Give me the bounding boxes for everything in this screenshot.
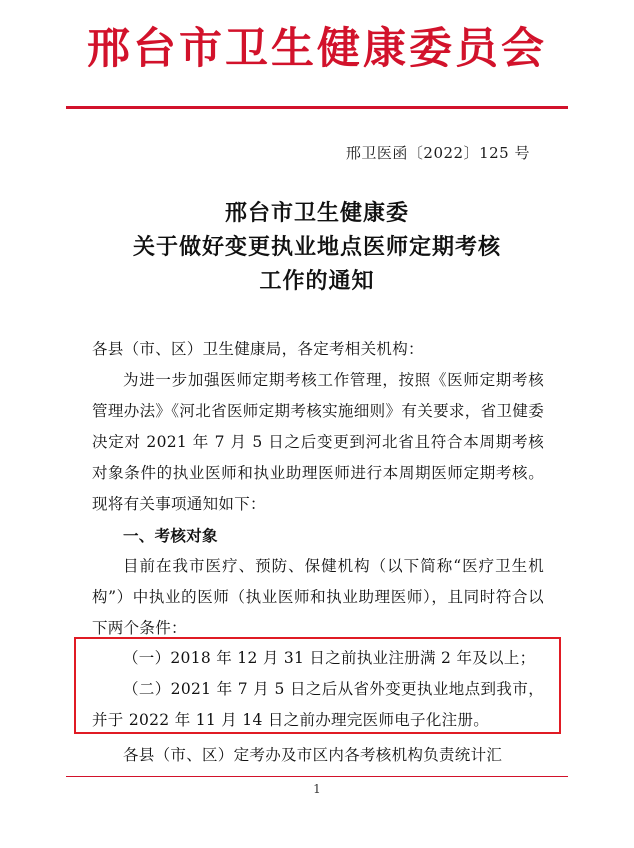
masthead-title: 邢台市卫生健康委员会 — [87, 24, 547, 74]
section-heading-1: 一、考核对象 — [123, 526, 218, 545]
title-line-1: 邢台市卫生健康委 — [224, 200, 409, 226]
document-number: 邢卫医函〔2022〕125 号 — [345, 144, 530, 162]
document-title — [0, 196, 634, 298]
condition-item-1: （一）2018 年 12 月 31 日之前执业注册满 2 年及以上； — [123, 649, 536, 667]
condition-item-2: （二）2021 年 7 月 5 日之后从省外变更执业地点到我市，并于 2022 年 11 月 14 日之前办理完医师电子化注册。 — [92, 680, 544, 729]
title-line-2: 关于做好变更执业地点医师定期考核 — [132, 234, 501, 260]
masthead-divider — [66, 106, 568, 109]
page-number: 1 — [313, 782, 321, 796]
body-text-continued — [92, 740, 544, 771]
body-text — [92, 334, 544, 644]
body-paragraph-3: 各县（市、区）定考办及市区内各考核机构负责统计汇 — [123, 746, 503, 764]
body-paragraph-1: 为进一步加强医师定期考核工作管理，按照《医师定期考核管理办法》《河北省医师定期考核实施细则》有关要求，省卫健委决定对 2021 年 7 月 5 日之后变更到河北省且符合本周期考核对象条件的执业医师和执业助理医师进行本周期医师定期考核。现将有关事项通知如下： — [92, 371, 544, 513]
body-paragraph-2: 目前在我市医疗、预防、保健机构（以下简称“医疗卫生机构”）中执业的医师（执业医师和执业助理医师），且同时符合以下两个条件： — [92, 557, 544, 637]
salutation: 各县（市、区）卫生健康局，各定考相关机构： — [92, 340, 424, 358]
masthead — [0, 26, 634, 73]
title-line-3: 工作的通知 — [259, 268, 375, 294]
footer-divider — [66, 776, 568, 777]
highlighted-conditions — [92, 643, 544, 736]
